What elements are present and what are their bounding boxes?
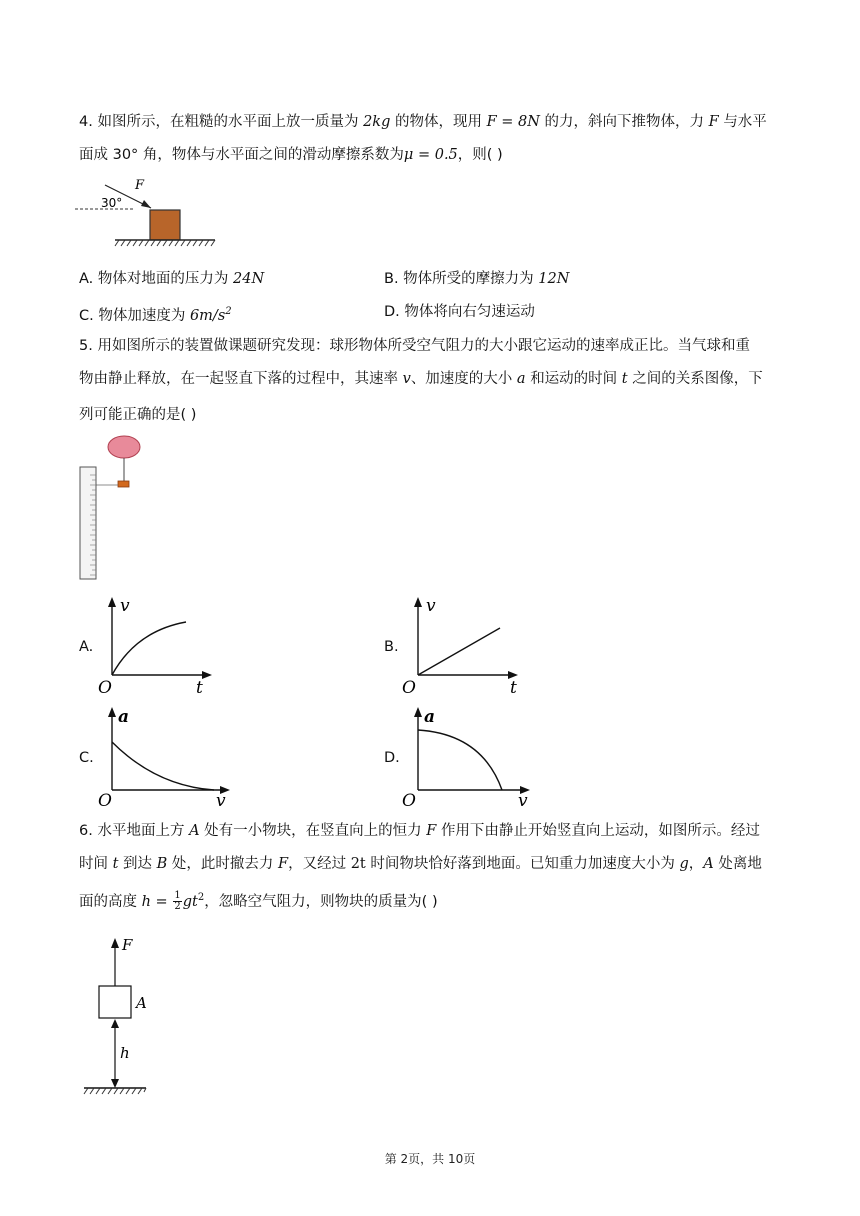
graph-d-origin: O <box>402 791 416 811</box>
q5-graph-a[interactable] <box>96 595 226 698</box>
q6-text: 到达 <box>123 856 153 872</box>
q4-option-d[interactable] <box>384 302 535 322</box>
option-value: 12N <box>538 271 570 287</box>
graph-b-line <box>418 628 500 675</box>
graph-b-x-label: t <box>510 678 517 698</box>
q6-gt: gt <box>182 893 198 910</box>
q5-option-c-label[interactable]: C. <box>79 750 94 766</box>
graph-a-curve <box>112 622 186 675</box>
q6-line-2 <box>79 854 762 874</box>
q6-line-1 <box>79 821 760 841</box>
option-text: A. 物体对地面的压力为 <box>79 271 229 287</box>
weight <box>118 481 129 487</box>
q5-line-1 <box>79 336 750 356</box>
option-value: 24N <box>233 271 265 287</box>
q6-fig-force-label: F <box>122 936 133 954</box>
graph-b-y-label: v <box>426 596 436 616</box>
option-text: D. 物体将向右匀速运动 <box>384 304 535 320</box>
q6-text: 处，此时撤去力 <box>171 856 274 872</box>
q5-graph-d[interactable] <box>402 704 552 811</box>
q5-a: a <box>516 371 526 387</box>
graph-b-origin: O <box>402 678 416 698</box>
q4-text: 4. 如图所示，在粗糙的水平面上放一质量为 <box>79 114 359 130</box>
q6-line-3 <box>79 888 438 912</box>
q4-fig-angle-label: 30° <box>101 196 123 210</box>
graph-c-curve <box>112 742 214 790</box>
q6-force: F <box>278 856 289 872</box>
q5-text: 列可能正确的是( ) <box>79 407 197 423</box>
q6-text: 面的高度 <box>79 893 137 910</box>
fraction-denominator: 2 <box>174 901 181 913</box>
q5-line-2 <box>79 369 763 389</box>
fraction-numerator: 1 <box>174 890 181 902</box>
graph-d-curve <box>418 730 502 790</box>
graph-c-y-label: a <box>118 707 130 727</box>
option-text: C. 物体加速度为 <box>79 307 186 324</box>
q6-figure <box>80 936 170 1096</box>
balloon <box>108 436 140 458</box>
q6-g: g <box>679 856 689 872</box>
q5-option-b-label[interactable]: B. <box>384 639 399 655</box>
q5-option-a-label[interactable]: A. <box>79 639 94 655</box>
q4-text: 面成 30° 角，物体与水平面之间的滑动摩擦系数为 <box>79 147 404 163</box>
option-exponent: 2 <box>225 306 232 317</box>
q6-block <box>99 986 131 1018</box>
q6-t: t <box>112 856 119 872</box>
q6-text: 时间物块恰好落到地面。已知重力加速度大小为 <box>370 856 675 872</box>
q6-text: 6. 水平地面上方 <box>79 823 185 839</box>
q5-option-d-label[interactable]: D. <box>384 750 400 766</box>
q4-block <box>150 210 180 240</box>
q6-force: F <box>426 823 437 839</box>
q4-option-a[interactable] <box>79 269 264 289</box>
q4-option-c[interactable] <box>79 302 232 326</box>
graph-d-y-label: a <box>424 707 436 727</box>
q4-mass: 2kg <box>363 114 391 130</box>
q4-text: ，则( ) <box>457 147 503 163</box>
q4-mu-eq: μ = 0.5 <box>403 147 458 163</box>
q6-fig-h-label: h <box>120 1044 130 1062</box>
q6-2t: 2t <box>350 856 366 872</box>
q5-text: 、加速度的大小 <box>410 371 513 387</box>
q5-apparatus-figure <box>78 435 148 585</box>
q5-v: v <box>402 371 411 387</box>
q6-text: 处离地 <box>718 856 762 872</box>
graph-a-x-label: t <box>196 678 203 698</box>
q6-text: ， <box>688 856 704 872</box>
q6-point-a: A <box>189 823 200 839</box>
graph-d-x-label: v <box>518 791 528 811</box>
q5-t: t <box>621 371 628 387</box>
graph-a-origin: O <box>98 678 112 698</box>
q6-fraction <box>173 891 181 912</box>
q4-fig-force-label: F <box>135 178 145 193</box>
q6-text: 时间 <box>79 856 108 872</box>
q6-text: ，又经过 <box>288 856 347 872</box>
q5-line-3 <box>79 405 196 425</box>
graph-a-y-label: v <box>120 596 130 616</box>
q6-exponent: 2 <box>197 892 205 903</box>
q5-text: 5. 用如图所示的装置做课题研究发现：球形物体所受空气阻力的大小跟它运动的速率成正比。当气球和重 <box>79 338 750 354</box>
option-value: 6m/s <box>189 307 226 324</box>
q5-text: 和运动的时间 <box>530 371 618 387</box>
q4-text: 的物体，现用 <box>394 114 482 130</box>
option-text: B. 物体所受的摩擦力为 <box>384 271 534 287</box>
q6-point-a: A <box>703 856 714 872</box>
q6-text: ，忽略空气阻力，则物块的质量为( ) <box>204 893 438 910</box>
q6-point-b: B <box>156 856 168 872</box>
q6-text: 作用下由静止开始竖直向上运动，如图所示。经过 <box>440 823 760 839</box>
q4-line-2 <box>79 145 503 165</box>
q5-text: 之间的关系图像，下 <box>632 371 763 387</box>
q4-text: 的力，斜向下推物体，力 <box>544 114 705 130</box>
q5-text: 物由静止释放，在一起竖直下落的过程中，其速率 <box>79 371 398 387</box>
q4-figure <box>75 175 225 255</box>
q6-h-eq: h = <box>141 893 168 910</box>
page-footer: 第 2页，共 10页 <box>384 1152 476 1166</box>
q4-line-1 <box>79 112 767 132</box>
q4-text: 与水平 <box>723 114 767 130</box>
ruler <box>80 467 96 579</box>
q6-text: 处有一小物块，在竖直向上的恒力 <box>204 823 422 839</box>
graph-c-x-label: v <box>216 791 226 811</box>
q4-force-symbol: F <box>708 114 719 130</box>
graph-c-origin: O <box>98 791 112 811</box>
q5-graph-b[interactable] <box>402 595 532 698</box>
q5-graph-c[interactable] <box>96 704 246 811</box>
q4-force-eq: F = 8N <box>486 114 540 130</box>
q6-fig-a-label: A <box>136 994 147 1012</box>
q4-option-b[interactable] <box>384 269 569 289</box>
